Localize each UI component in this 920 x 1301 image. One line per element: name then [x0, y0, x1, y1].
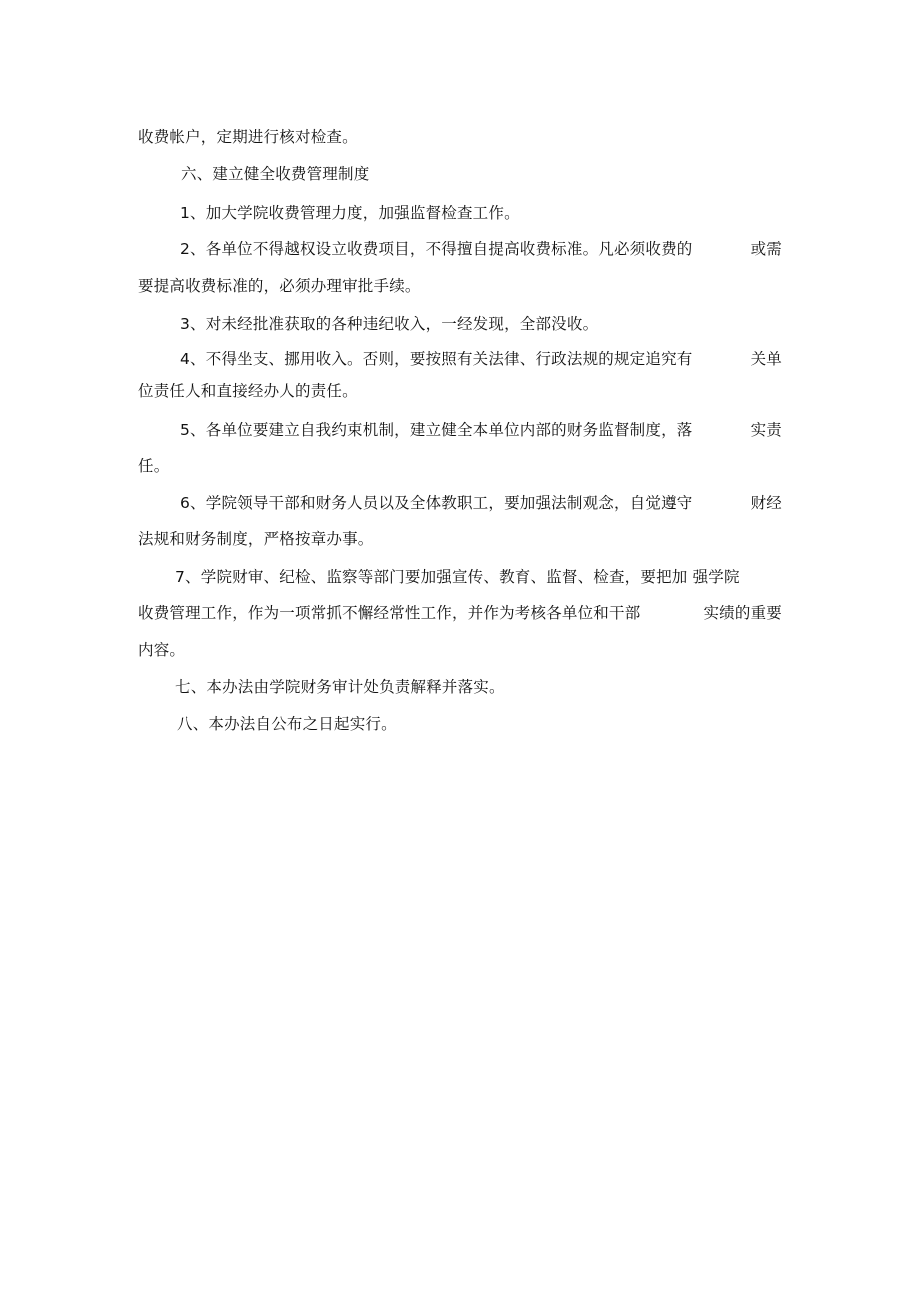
item-4-line-1-tail: 关单	[750, 350, 782, 368]
item-3: 3、对未经批准获取的各种违纪收入，一经发现，全部没收。	[180, 315, 599, 333]
item-4-line-1-main: 4、不得坐支、挪用收入。否则，要按照有关法律、行政法规的规定追究有	[180, 350, 693, 368]
section-6-heading: 六、建立健全收费管理制度	[181, 165, 370, 183]
section-7: 七、本办法由学院财务审计处负责解释并落实。	[175, 678, 505, 696]
item-5-line-1	[180, 420, 782, 440]
item-2-line-2: 要提高收费标准的，必须办理审批手续。	[138, 277, 421, 295]
item-2-line-1-main: 2、各单位不得越权设立收费项目，不得擅自提高收费标准。凡必须收费的	[180, 240, 693, 258]
continuation-line: 收费帐户，定期进行核对检查。	[138, 128, 358, 146]
item-5-line-2: 任。	[138, 457, 170, 475]
item-5-line-1-main: 5、各单位要建立自我约束机制，建立健全本单位内部的财务监督制度，落	[180, 421, 693, 439]
item-1: 1、加大学院收费管理力度，加强监督检查工作。	[180, 204, 520, 222]
item-7-line-1: 7、学院财审、纪检、监察等部门要加强宣传、教育、监督、检查，要把加 强学院	[175, 568, 740, 586]
section-8: 八、本办法自公布之日起实行。	[177, 715, 397, 733]
item-6-line-1-main: 6、学院领导干部和财务人员以及全体教职工，要加强法制观念，自觉遵守	[180, 494, 693, 512]
item-7-line-2	[138, 603, 782, 623]
item-4-line-2: 位责任人和直接经办人的责任。	[138, 382, 358, 400]
item-7-line-3: 内容。	[138, 641, 186, 659]
item-2-line-1-tail: 或需	[750, 240, 782, 258]
item-6-line-2: 法规和财务制度，严格按章办事。	[138, 530, 374, 548]
item-2-line-1	[180, 239, 782, 259]
item-6-line-1-tail: 财经	[750, 494, 782, 512]
item-7-line-2-tail: 实绩的重要	[703, 604, 782, 622]
item-4-line-1	[180, 349, 782, 369]
item-6-line-1	[180, 493, 782, 513]
item-5-line-1-tail: 实责	[750, 421, 782, 439]
item-7-line-2-main: 收费管理工作，作为一项常抓不懈经常性工作，并作为考核各单位和干部	[138, 604, 641, 622]
